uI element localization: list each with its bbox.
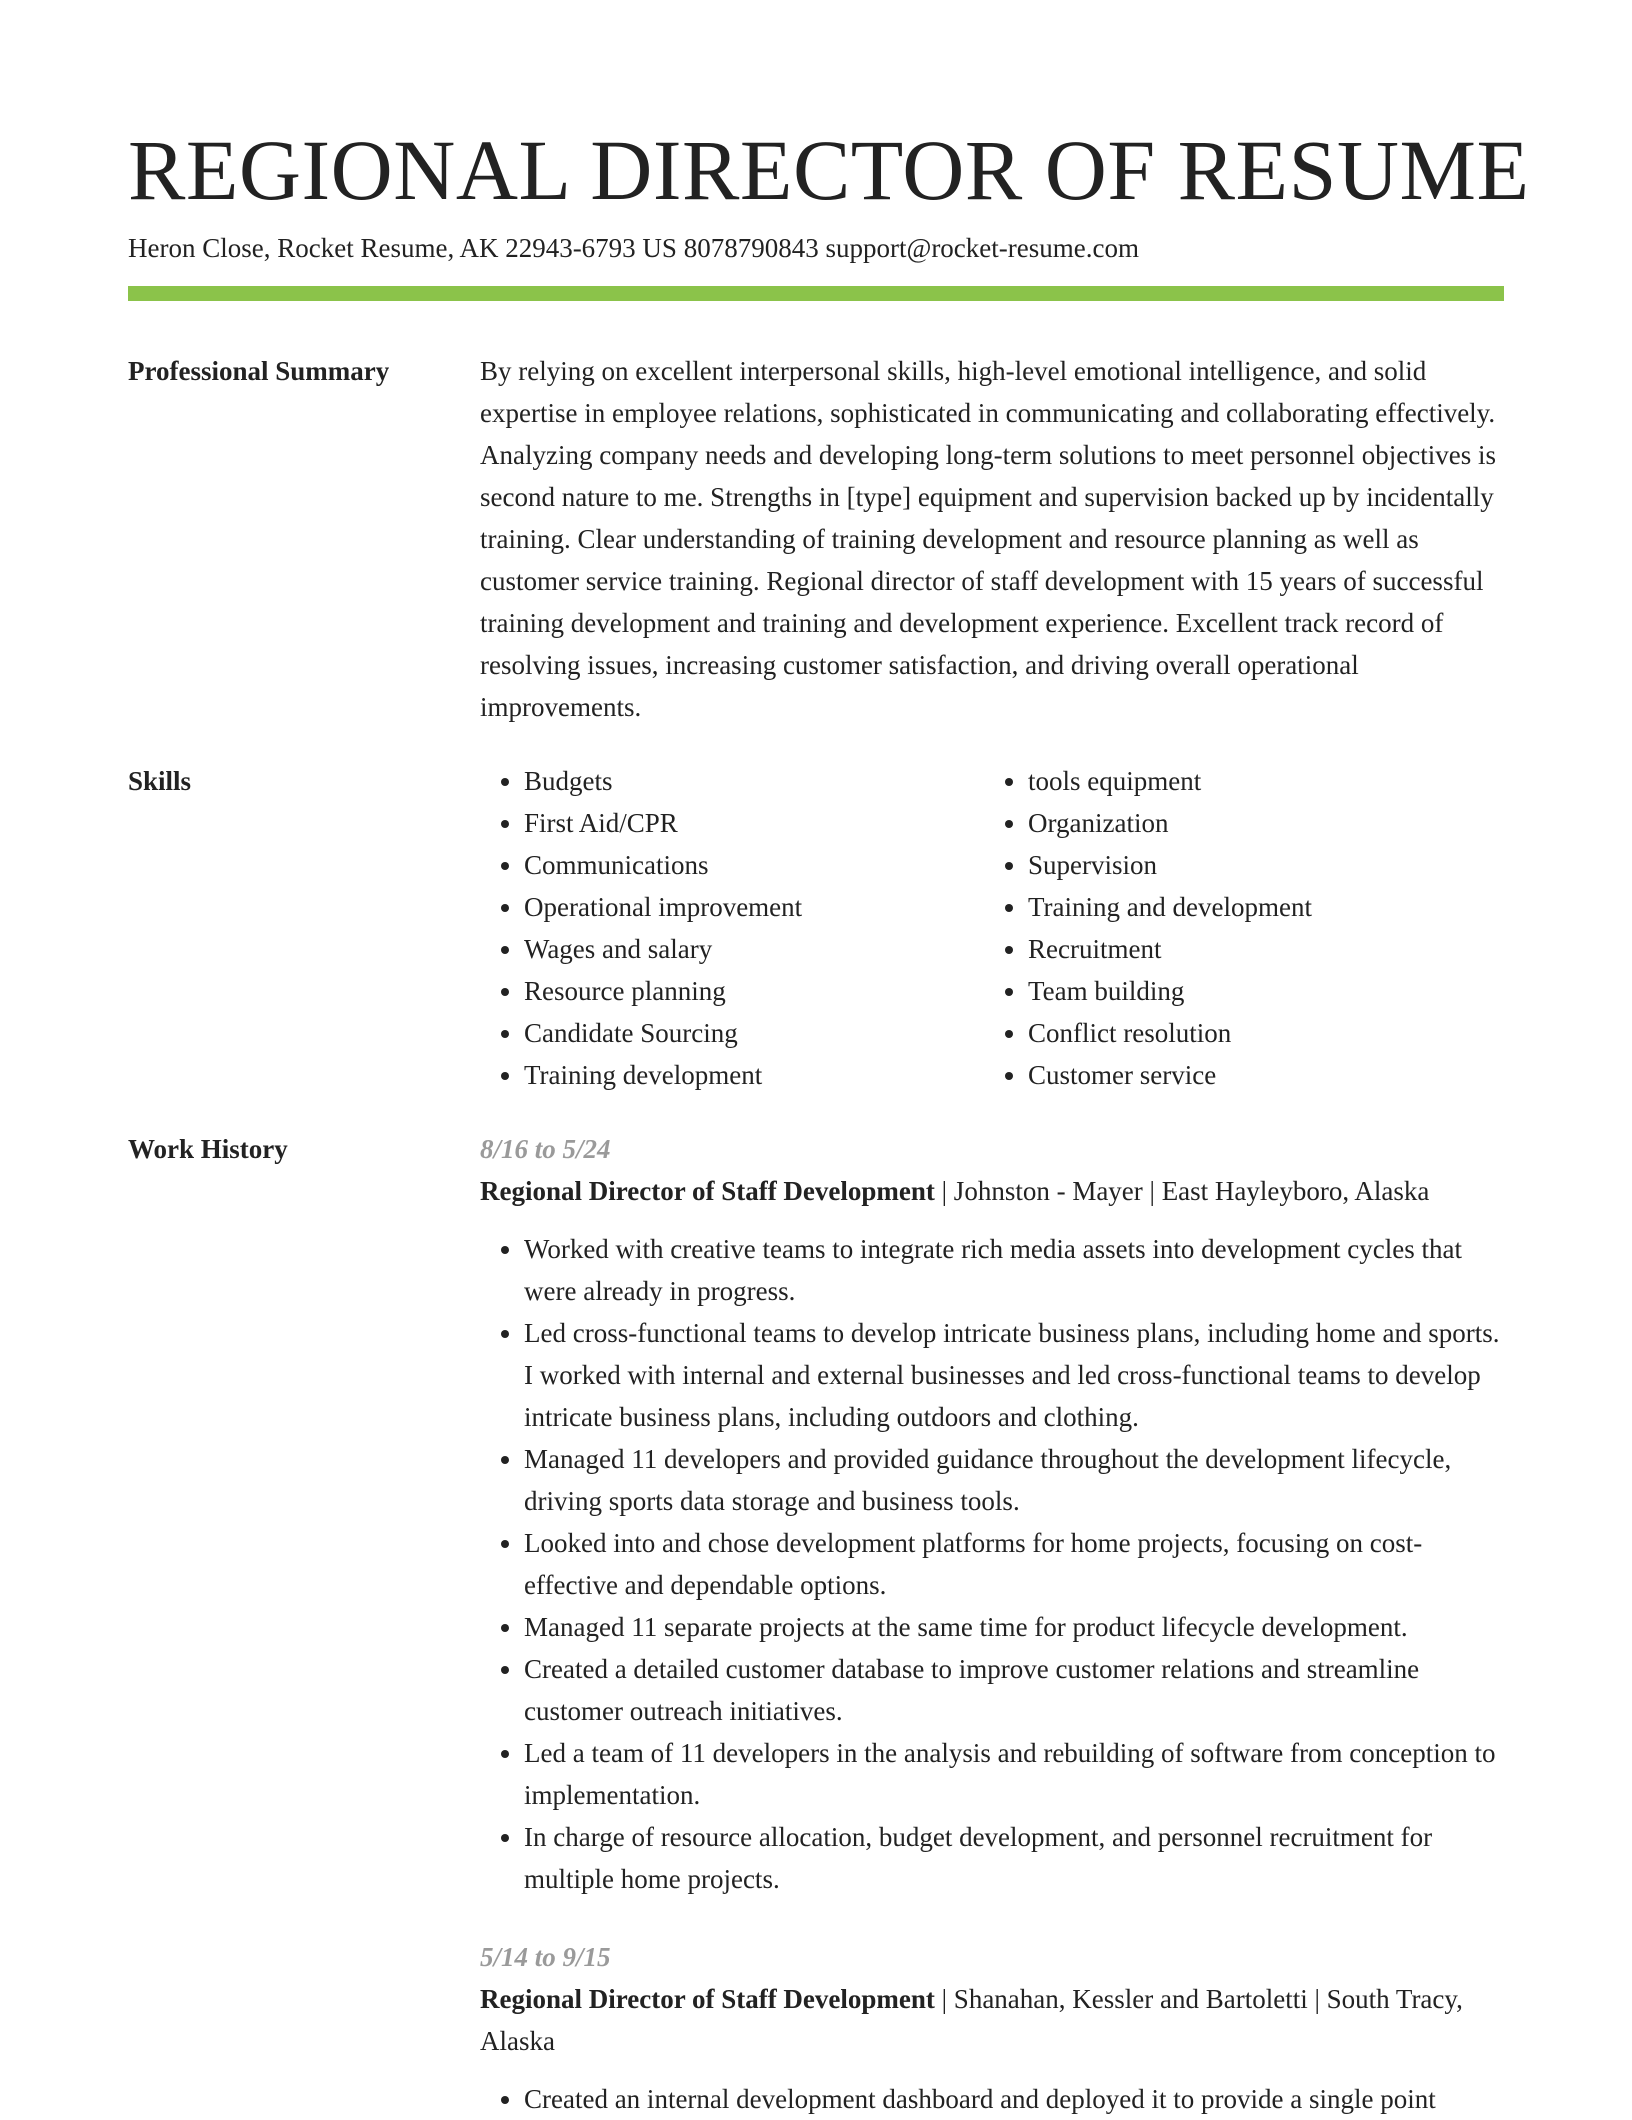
job-bullet: • Created an internal development dashboard and deployed it to provide a single point	[524, 2078, 1504, 2120]
skill-item: • Communications	[524, 844, 984, 886]
job-bullet: • Led cross-functional teams to develop intricate business plans, including home and sports. I worked with internal and external businesses and led cross-functional teams to develop intricate business plans, including outdoors and clothing.	[524, 1312, 1504, 1438]
job-heading	[480, 1978, 1504, 2062]
job-title: Regional Director of Staff Development	[480, 1984, 935, 2014]
job-bullets	[480, 1228, 1504, 1900]
skill-item: • Training and development	[1028, 886, 1488, 928]
skill-item: • Conflict resolution	[1028, 1012, 1488, 1054]
skill-item: • Wages and salary	[524, 928, 984, 970]
skill-item: • Candidate Sourcing	[524, 1012, 984, 1054]
accent-divider	[128, 286, 1504, 301]
skill-item: • First Aid/CPR	[524, 802, 984, 844]
skill-item: • Team building	[1028, 970, 1488, 1012]
summary-heading: Professional Summary	[128, 356, 390, 386]
job-title: Regional Director of Staff Development	[480, 1176, 935, 1206]
job-bullet: • Looked into and chose development platforms for home projects, focusing on cost-effective and dependable options.	[524, 1522, 1504, 1606]
work-history-body	[480, 1128, 1504, 2120]
work-history-heading: Work History	[128, 1134, 288, 1164]
skill-item: • Recruitment	[1028, 928, 1488, 970]
job-bullet: • In charge of resource allocation, budget development, and personnel recruitment for multiple home projects.	[524, 1816, 1504, 1900]
summary-text: By relying on excellent interpersonal skills, high-level emotional intelligence, and solid expertise in employee relations, sophisticated in communicating and collaborating effectively. Analyzing company needs and developing long-term solutions to meet personnel objectives is second nature to me. Strengths in [type] equipment and supervision backed up by incidentally training. Clear understanding of training development and resource planning as well as customer service training. Regional director of staff development with 15 years of successful training development and training and development experience. Excellent track record of resolving issues, increasing customer satisfaction, and driving overall operational improvements.	[480, 356, 1497, 722]
job-bullet: • Managed 11 separate projects at the same time for product lifecycle development.	[524, 1606, 1504, 1648]
job-entry	[480, 1128, 1504, 1900]
job-bullet: • Managed 11 developers and provided guidance throughout the development lifecycle, driving sports data storage and business tools.	[524, 1438, 1504, 1522]
job-dates: 8/16 to 5/24	[480, 1134, 611, 1164]
resume-name: REGIONAL DIRECTOR OF RESUME	[128, 122, 1530, 218]
skill-item: • tools equipment	[1028, 760, 1488, 802]
job-details: | Johnston - Mayer | East Hayleyboro, Alaska	[934, 1176, 1430, 1206]
skills-body	[480, 760, 1504, 1096]
job-dates: 5/14 to 9/15	[480, 1942, 611, 1972]
contact-info: Heron Close, Rocket Resume, AK 22943-6793 US 8078790843 support@rocket-resume.com	[128, 233, 1139, 263]
summary-body	[480, 350, 1504, 728]
job-details: | Shanahan, Kessler and Bartoletti | South Tracy, Alaska	[480, 1984, 1463, 2056]
skills-list-left	[480, 760, 984, 1096]
skill-item: • Training development	[524, 1054, 984, 1096]
job-bullet: • Worked with creative teams to integrate rich media assets into development cycles that were already in progress.	[524, 1228, 1504, 1312]
job-entry	[480, 1936, 1504, 2120]
skills-heading: Skills	[128, 766, 192, 796]
skill-item: • Budgets	[524, 760, 984, 802]
job-bullet: • Led a team of 11 developers in the analysis and rebuilding of software from conception to implementation.	[524, 1732, 1504, 1816]
skill-item: • Customer service	[1028, 1054, 1488, 1096]
skills-list-right	[984, 760, 1488, 1096]
skill-item: • Operational improvement	[524, 886, 984, 928]
skill-item: • Resource planning	[524, 970, 984, 1012]
skill-item: • Organization	[1028, 802, 1488, 844]
job-bullets	[480, 2078, 1504, 2120]
job-bullet: • Created a detailed customer database to improve customer relations and streamline customer outreach initiatives.	[524, 1648, 1504, 1732]
job-heading	[480, 1170, 1504, 1212]
skill-item: • Supervision	[1028, 844, 1488, 886]
